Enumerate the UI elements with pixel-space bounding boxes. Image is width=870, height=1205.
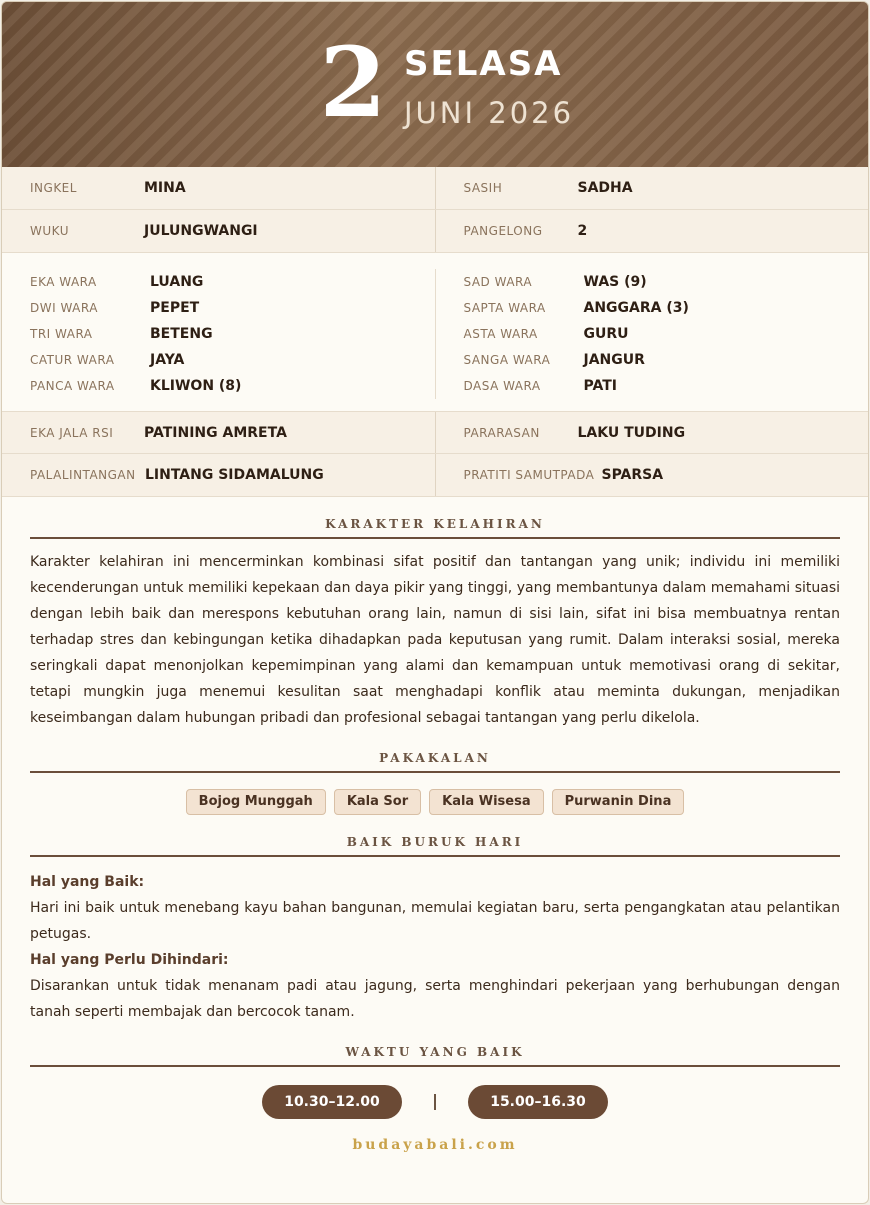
info-value: LINTANG SIDAMALUNG — [145, 467, 324, 483]
section-title-pakakalan: PAKAKALAN — [379, 751, 491, 765]
wara-value: PATI — [583, 378, 617, 394]
info-label: WUKU — [30, 224, 69, 238]
info-label: PALALINTANGAN — [30, 468, 136, 482]
avoid-things-heading: Hal yang Perlu Dihindari: — [30, 952, 229, 968]
wara-value: BETENG — [150, 326, 213, 342]
info-value: JULUNGWANGI — [144, 223, 258, 239]
section-divider — [30, 537, 840, 539]
calendar-card — [1, 1, 869, 1204]
pakakalan-chip: Kala Sor — [334, 789, 421, 815]
wara-label: DWI WARA — [30, 301, 98, 315]
wara-row — [464, 321, 869, 347]
wara-value: LUANG — [150, 274, 204, 290]
wara-label: SAPTA WARA — [463, 301, 546, 315]
info-value: SPARSA — [601, 467, 664, 483]
wara-row — [464, 373, 869, 399]
wara-value: GURU — [583, 326, 629, 342]
info-label: INGKEL — [30, 181, 77, 195]
footer-site-name: budayabali.com — [352, 1137, 518, 1153]
info-cell-palalintangan — [2, 454, 435, 496]
wara-column-right — [435, 269, 869, 399]
wara-label: SANGA WARA — [463, 353, 551, 367]
wara-row — [30, 347, 435, 373]
wara-table — [2, 253, 868, 412]
time-slot: 10.30–12.00 — [262, 1085, 402, 1119]
pakakalan-chip: Purwanin Dina — [552, 789, 685, 815]
wara-value: WAS (9) — [583, 274, 647, 290]
month-year: JUNI 2026 — [404, 96, 575, 130]
section-divider — [30, 1065, 840, 1067]
info-cell-wuku — [2, 210, 435, 252]
info-value: MINA — [144, 180, 186, 196]
info-cell-pangelong — [435, 210, 869, 252]
info-cell-ingkel — [2, 167, 435, 209]
wara-label: EKA WARA — [30, 275, 97, 289]
good-times — [2, 1085, 868, 1119]
date-header — [2, 2, 868, 167]
wara-label: SAD WARA — [463, 275, 533, 289]
pakakalan-chips — [2, 789, 868, 815]
info-value: LAKU TUDING — [577, 424, 686, 441]
info-label: PARARASAN — [463, 425, 540, 440]
section-divider — [30, 855, 840, 857]
wara-row — [464, 347, 869, 373]
wara-value: PEPET — [150, 300, 200, 316]
info-label: EKA JALA RSI — [30, 425, 114, 440]
info-label: SASIH — [463, 181, 503, 195]
info-value: PATINING AMRETA — [144, 424, 287, 441]
time-separator — [434, 1094, 436, 1110]
day-name: SELASA — [404, 44, 563, 84]
info-row-ingkel-sasih — [2, 167, 868, 210]
info-label: PRATITI SAMUTPADA — [463, 468, 595, 482]
wara-row — [30, 269, 435, 295]
time-slot: 15.00–16.30 — [468, 1085, 608, 1119]
avoid-things-text: Disarankan untuk tidak menanam padi atau jagung, serta menghindari pekerjaan yang berhubungan dengan tanah seperti membajak dan bercocok tanam. — [30, 978, 840, 1020]
wara-label: CATUR WARA — [30, 353, 115, 367]
section-title-baik-buruk: BAIK BURUK HARI — [346, 835, 524, 849]
section-divider — [30, 771, 840, 773]
day-number: 2 — [319, 26, 385, 139]
pakakalan-chip: Kala Wisesa — [429, 789, 543, 815]
wara-value: JANGUR — [583, 352, 645, 368]
wara-row — [30, 373, 435, 399]
section-title-karakter: KARAKTER KELAHIRAN — [325, 517, 545, 531]
wara-row — [30, 321, 435, 347]
wara-row — [464, 295, 869, 321]
wara-row — [30, 295, 435, 321]
wara-value: JAYA — [150, 352, 185, 368]
wara-label: TRI WARA — [30, 327, 93, 341]
info-row-ekajala-pararasan — [2, 412, 868, 454]
info-row-palalintangan-pratiti — [2, 454, 868, 497]
wara-column-left — [2, 269, 435, 399]
info-value: 2 — [577, 223, 588, 239]
pakakalan-chip: Bojog Munggah — [186, 789, 326, 815]
info-value: SADHA — [577, 180, 633, 196]
info-cell-eka-jala-rsi — [2, 412, 435, 453]
karakter-text: Karakter kelahiran ini mencerminkan kombinasi sifat positif dan tantangan yang unik; individu ini memiliki kecenderungan untuk memiliki kepekaan dan daya pikir yang tinggi, yang membantunya dalam memahami situasi dengan lebih baik dan merespons kebutuhan orang lain, namun di sisi lain, sifat ini bisa membuatnya rentan terhadap stres dan kebingungan ketika dihadapkan pada keputusan yang rumit. Dalam interaksi sosial, mereka seringkali dapat menonjolkan kepemimpinan yang alami dan kemampuan untuk memotivasi orang di sekitar, tetapi mungkin juga menemui kesulitan saat menghadapi konflik atau meminta dukungan, menjadikan keseimbangan dalam hubungan pribadi dan profesional sebagai tantangan yang perlu dikelola. — [30, 554, 840, 726]
info-cell-sasih — [435, 167, 869, 209]
info-cell-pratiti-samutpada — [435, 454, 869, 496]
wara-value: ANGGARA (3) — [583, 300, 689, 316]
good-things-heading: Hal yang Baik: — [30, 874, 145, 890]
good-things-text: Hari ini baik untuk menebang kayu bahan bangunan, memulai kegiatan baru, serta pengangkatan atau pelantikan petugas. — [30, 900, 840, 942]
wara-row — [464, 269, 869, 295]
info-label: PANGELONG — [463, 224, 543, 238]
wara-label: PANCA WARA — [30, 379, 115, 393]
wara-label: ASTA WARA — [463, 327, 538, 341]
info-row-wuku-pangelong — [2, 210, 868, 253]
section-title-waktu: WAKTU YANG BAIK — [345, 1045, 525, 1059]
wara-value: KLIWON (8) — [150, 378, 242, 394]
wara-label: DASA WARA — [463, 379, 541, 393]
info-cell-pararasan — [435, 412, 869, 453]
